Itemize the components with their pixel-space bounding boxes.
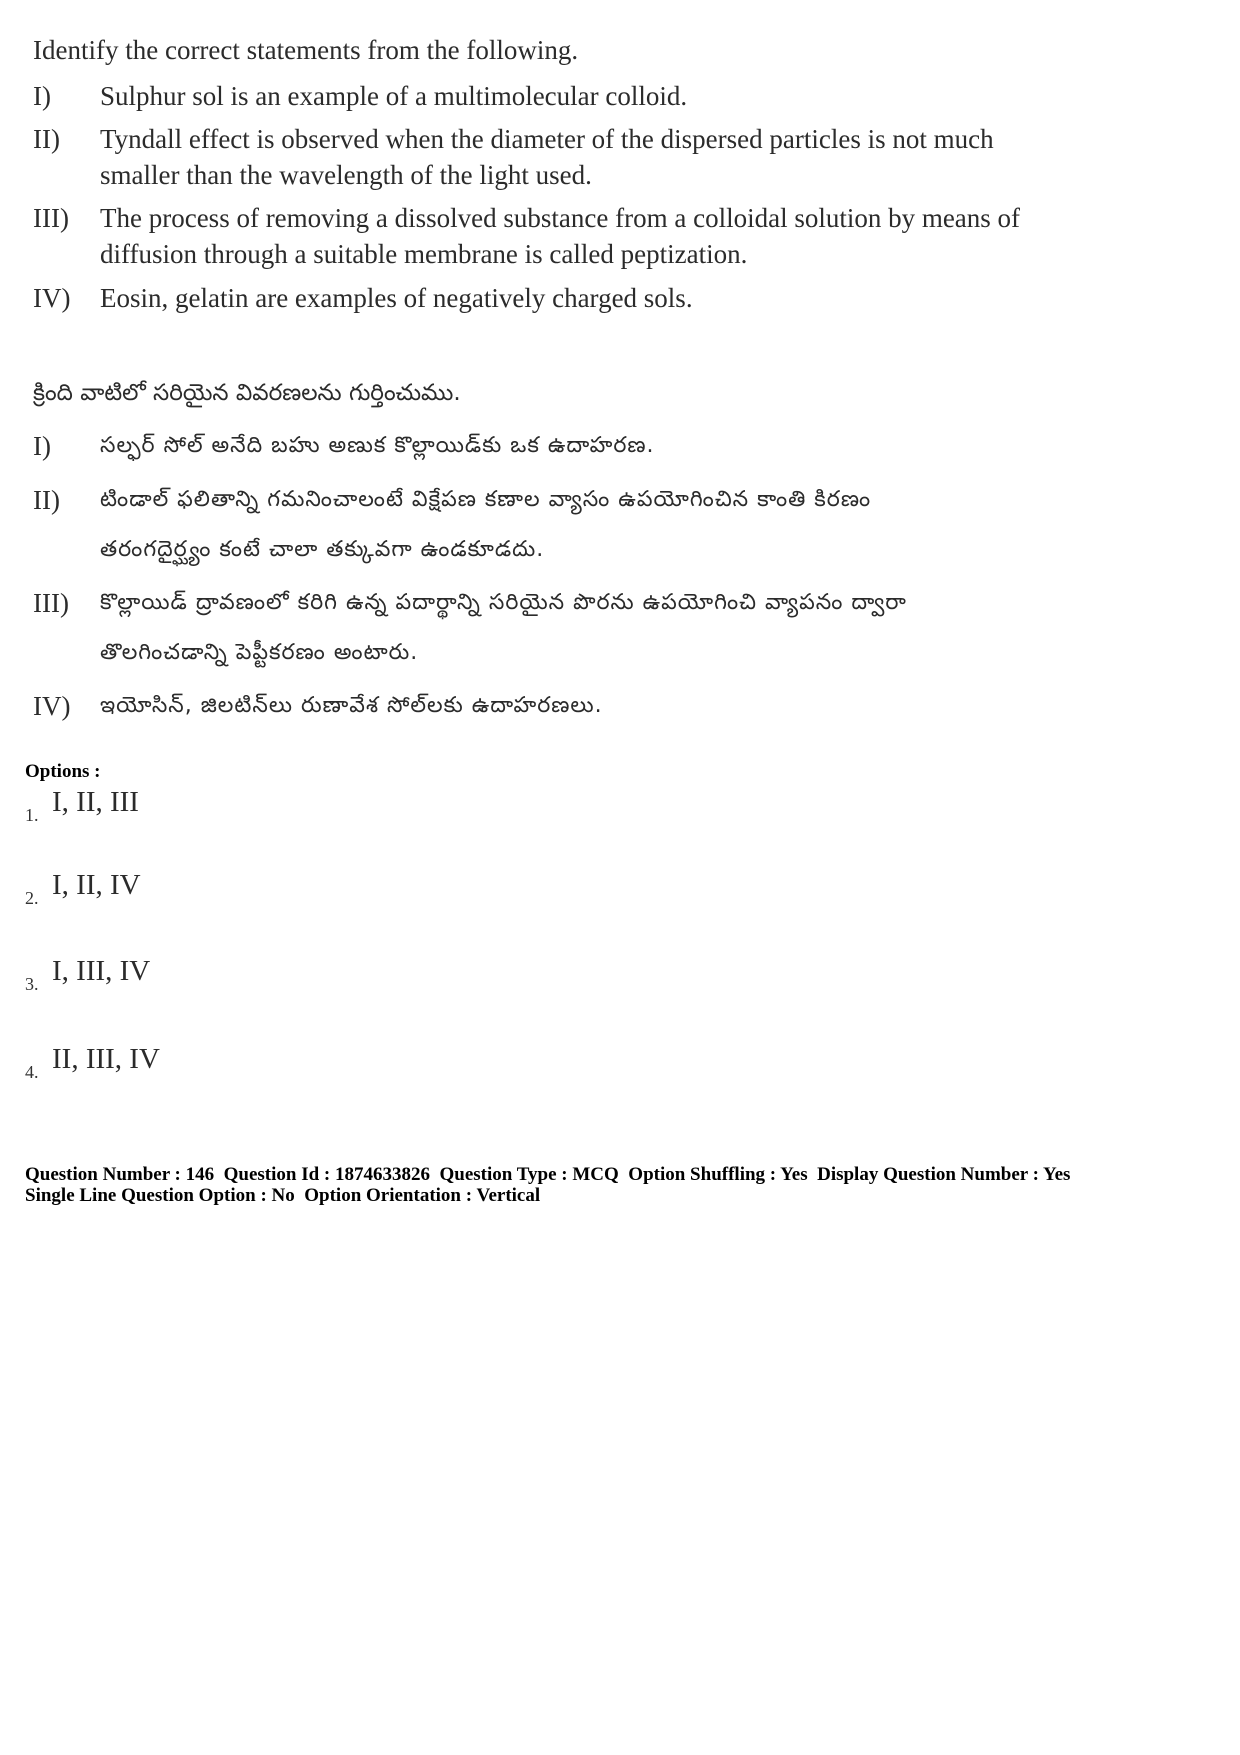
option-number: 1. <box>25 805 39 825</box>
statement-text-line-2: diffusion through a suitable membrane is called peptization. <box>100 239 748 269</box>
statement-telugu-3 <box>33 585 1093 685</box>
option-2[interactable] <box>25 858 425 908</box>
question-prompt-english: Identify the correct statements from the following. <box>33 35 579 65</box>
metadata-text: Single Line Question Option : No Option Orientation : Vertical <box>25 1185 541 1206</box>
option-1[interactable] <box>25 775 425 825</box>
statement-english-2 <box>33 121 1093 197</box>
statement-text-line-1: టిండాల్ ఫలితాన్ని గమనించాలంటే విక్షేపణ కణాల వ్యాసం ఉపయోగించిన కాంతి కిరణం <box>100 487 872 512</box>
statement-text-line-1: The process of removing a dissolved substance from a colloidal solution by means of <box>100 203 1021 233</box>
statement-number: II) <box>33 124 60 154</box>
question-prompt-telugu: క్రింది వాటిలో సరియైన వివరణలను గుర్తించుము. <box>33 380 461 406</box>
statement-text: Sulphur sol is an example of a multimolecular colloid. <box>100 81 688 111</box>
metadata-line-1 <box>25 1164 1225 1185</box>
option-text: I, II, IV <box>52 869 141 901</box>
question-metadata <box>25 1164 1225 1206</box>
statement-text: ఇయోసిన్, జిలటిన్‌లు రుణావేశ సోల్‌లకు ఉదాహరణలు. <box>100 693 603 718</box>
statement-number: I) <box>33 81 51 111</box>
statement-english-3 <box>33 200 1093 276</box>
statement-text: సల్ఫర్ సోల్ అనేది బహు అణుక కొల్లాయిడ్‌కు ఒక ఉదాహరణ. <box>100 433 655 458</box>
statement-text-line-2: తరంగదైర్ఘ్యం కంటే చాలా తక్కువగా ఉండకూడదు. <box>100 537 545 562</box>
statement-text-line-2: smaller than the wavelength of the light used. <box>100 160 592 190</box>
statement-text: Eosin, gelatin are examples of negatively charged sols. <box>100 283 693 313</box>
option-number: 2. <box>25 888 39 908</box>
statement-number: IV) <box>33 691 71 721</box>
metadata-text: Question Number : 146 Question Id : 1874633826 Question Type : MCQ Option Shuffling : Yes Display Question Number : Yes <box>25 1164 1071 1185</box>
option-text: I, III, IV <box>52 955 151 987</box>
option-text: II, III, IV <box>52 1043 160 1075</box>
statement-number: IV) <box>33 283 71 313</box>
statement-text-line-2: తొలగించడాన్ని పెప్టీకరణం అంటారు. <box>100 640 419 665</box>
statement-telugu-2 <box>33 482 1093 582</box>
statement-number: II) <box>33 485 60 515</box>
options-label: Options : <box>25 761 101 782</box>
statement-text-line-1: Tyndall effect is observed when the diameter of the dispersed particles is not much <box>100 124 994 154</box>
option-4[interactable] <box>25 1032 425 1082</box>
metadata-line-2 <box>25 1185 1225 1206</box>
statement-text-line-1: కొల్లాయిడ్ ద్రావణంలో కరిగి ఉన్న పదార్థాన్ని సరియైన పొరను ఉపయోగించి వ్యాపనం ద్వారా <box>100 590 907 615</box>
option-text: I, II, III <box>52 786 139 818</box>
statement-number: I) <box>33 431 51 461</box>
statement-number: III) <box>33 203 69 233</box>
option-3[interactable] <box>25 944 425 994</box>
option-number: 4. <box>25 1062 39 1082</box>
option-number: 3. <box>25 974 39 994</box>
statement-number: III) <box>33 588 69 618</box>
